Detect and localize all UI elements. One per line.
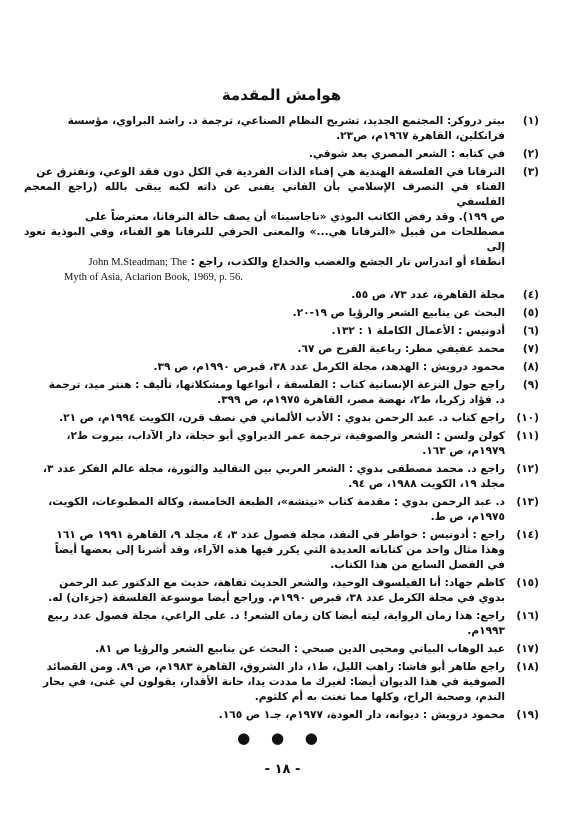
- endnote-number: (١١): [516, 430, 539, 442]
- endnote-line: د. عبد الرحمن بدوي : مقدمة كتاب «نيتشه»، الطبعة الخامسة، وكالة المطبوعات، الكويت،: [48, 496, 505, 508]
- endnote-number: (٨): [522, 361, 539, 373]
- endnote-line: محمود درويش : ديوانه، دار العودة، ١٩٧٧م، جـ١ ص ١٦٥.: [218, 709, 505, 721]
- endnote-line: الصوفية في هذا الديوان أيضا: لغيرك ما مددت يدا، حانة الأقدار، يقولون لي غنى، في بحار: [43, 676, 505, 688]
- endnote-line: النرفانا في الفلسفة الهندية هي إفناء الذات الفردية في الكل دون فقد الوعي، وتفترق عن: [36, 166, 505, 178]
- endnote-line: مجلد ١٩، الكويت ١٩٨٨، ص ٩٤.: [348, 478, 505, 490]
- endnote-line: كولن ولسن : الشعر والصوفية، ترجمة عمر الديراوي أبو حجلة، دار الآداب، بيروت ط٢،: [66, 430, 505, 442]
- endnote-line: راجع : أدونيس : خواطر في النقد، مجلة فصول عدد ٣، ٤، مجلد ٩، القاهرة ١٩٩١ ص ١٦١: [56, 529, 505, 541]
- endnote-text: [24, 324, 505, 339]
- endnote-line: د. فؤاد زكريا، ط٢، نهضة مصر، القاهرة ١٩٧٥م، ص ٣٩٩.: [217, 394, 505, 406]
- endnote-item: [24, 462, 539, 492]
- endnote-text: [24, 147, 505, 162]
- endnote-item: [24, 576, 539, 606]
- endnote-item: [24, 429, 539, 459]
- endnote-item: [24, 342, 539, 357]
- endnote-text: [24, 378, 505, 408]
- endnote-line: راجع طاهر أبو فاشا: راهب الليل، ط١، دار الشروق، القاهرة ١٩٨٣م، ص ٨٩. ومن القصائد: [46, 661, 505, 673]
- endnote-text: [24, 306, 505, 321]
- endnote-line: محمد عفيفي مطر: رباعية الفرح ص ٦٧.: [297, 343, 505, 355]
- endnote-item: [24, 642, 539, 657]
- endnote-line: ١٩٧٥م، ص ط.: [430, 511, 505, 523]
- endnote-number: (١): [522, 115, 539, 127]
- endnote-text: [24, 576, 505, 606]
- endnote-text: [24, 528, 505, 573]
- endnote-line: فرانكلين، القاهرة ١٩٦٧م، ص٢٣.: [336, 130, 505, 142]
- endnote-number: (٧): [522, 343, 539, 355]
- endnote-number: (٩): [522, 379, 539, 391]
- endnote-number: (٦): [522, 325, 539, 337]
- endnote-number: (١٢): [516, 463, 539, 475]
- endnote-text: [24, 609, 505, 639]
- endnote-text: [24, 708, 505, 723]
- endnote-number: (١٣): [516, 496, 539, 508]
- endnote-item: [24, 609, 539, 639]
- endnote-item: [24, 306, 539, 321]
- endnote-text: [24, 288, 505, 303]
- endnote-line: بيتر دروكر: المجتمع الجديد، تشريح النظام الصناعي، ترجمة د. راشد البراوي، مؤسسة: [67, 115, 505, 127]
- endnote-number: (١٧): [516, 643, 539, 655]
- endnote-text: [24, 429, 505, 459]
- endnote-line: في الفصل السابع من هذا الكتاب.: [330, 559, 505, 571]
- endnote-item: [24, 324, 539, 339]
- endnote-line: ١٩٧٩م، ص ١٦٣.: [422, 445, 505, 457]
- endnote-item: [24, 147, 539, 162]
- endnote-number: (١٩): [516, 709, 539, 721]
- endnote-item: [24, 165, 539, 285]
- endnote-number: (١٤): [516, 529, 539, 541]
- endnote-line: بدوي في مجلة الكرمل عدد ٣٨، قبرص ١٩٩٠م. وراجع أيضا موسوعة الفلسفة (جزءان) له.: [48, 592, 505, 604]
- endnote-line: عبد الوهاب البياتي ومحيى الدين صبحي : البحث عن ينابيع الشعر والرؤيا ص ٨١.: [95, 643, 505, 655]
- section-separator: ● ● ●: [237, 729, 326, 747]
- endnote-line: في كتابه : الشعر المصري بعد شوقي.: [308, 148, 505, 160]
- endnote-line: راجع: هذا زمان الرواية، ليته أيضا كان زمان الشعر! د. على الراعي، مجلة فصول عدد ربيع: [47, 610, 505, 622]
- endnote-line: مجلة القاهرة، عدد ٧٣، ص ٥٥.: [351, 289, 505, 301]
- endnote-line: محمود درويش : الهدهد، مجلة الكرمل عدد ٣٨، قبرص ١٩٩٠م، ص ٣٩.: [153, 361, 505, 373]
- endnote-item: [24, 114, 539, 144]
- endnote-text: [24, 360, 505, 375]
- endnote-number: (١٥): [516, 577, 539, 589]
- endnote-item: [24, 708, 539, 723]
- endnote-text: [24, 411, 505, 426]
- page-number: - ١٨ -: [264, 762, 301, 777]
- endnote-item: [24, 411, 539, 426]
- endnote-line: كاظم جهاد: أنا الفيلسوف الوحيد، والشعر الحديث تفاهة، حديث مع الدكتور عبد الرحمن: [59, 577, 505, 589]
- endnote-item: [24, 378, 539, 408]
- endnote-line: الفناء في التصرف الإسلامي بأن الفاني يفنى عن ذاته لكنه يبقى بالله (راجع المعجم الفلسفي: [24, 181, 505, 208]
- endnote-line: وهذا مثال واحد من كتاباته العديدة التي يكرر فيها هذه الآراء، وقد أشرنا إلى بعضها أيضاً: [54, 544, 505, 556]
- endnote-text: [24, 342, 505, 357]
- endnote-text: [24, 165, 505, 285]
- endnote-english-ref: John M.Steadman; The: [88, 257, 187, 268]
- endnote-line: ص ١٩٩). وقد رفض الكاتب البوذي «ناجاسينا» أن يصف حالة النرفانا، معترضاً على: [85, 211, 505, 223]
- endnote-number: (١٨): [516, 661, 539, 673]
- endnote-text: [24, 642, 505, 657]
- endnote-line-arabic: انطفاء أو اندراس نار الجشع والغضب والخداع والكذب، راجع :: [190, 256, 505, 268]
- endnote-line: البحث عن ينابيع الشعر والرؤيا ص ١٩-٢٠.: [292, 307, 505, 319]
- endnote-number: (١٠): [516, 412, 539, 424]
- endnotes-list: [24, 114, 539, 723]
- page-title: هوامش المقدمة: [221, 86, 342, 104]
- endnote-line: راجع حول النزعة الإنسانية كتاب : الفلسفة ، أنواعها ومشكلاتها، تأليف : هنتر ميد، ترجمة: [48, 379, 505, 391]
- endnote-item: [24, 288, 539, 303]
- endnote-line: [24, 255, 505, 270]
- endnote-text: [24, 495, 505, 525]
- endnote-line: مصطلحات من قبيل «النرفانا هي...» والمعنى الحرفي للنرفانا هو الفناء، وفي البوذية تعود إلى: [24, 226, 505, 253]
- endnote-number: (١٦): [516, 610, 539, 622]
- endnote-number: (٤): [522, 289, 539, 301]
- endnote-item: [24, 495, 539, 525]
- endnote-number: (٢): [522, 148, 539, 160]
- endnote-line: ١٩٩٣م.: [467, 625, 505, 637]
- endnote-item: [24, 360, 539, 375]
- endnote-text: [24, 660, 505, 705]
- endnote-item: [24, 660, 539, 705]
- endnote-text: [24, 114, 505, 144]
- endnote-line: راجع كتاب د. عبد الرحمن بدوي : الأدب الألماني في نصف قرن، الكويت ١٩٩٤م، ص ٢١.: [59, 412, 505, 424]
- endnote-english-ref-continued: Myth of Asia, Aclarion Book, 1969, p. 56.: [64, 272, 243, 283]
- endnote-item: [24, 528, 539, 573]
- endnote-line: أدونيس : الأعمال الكاملة ١ : ١٣٢.: [331, 325, 505, 337]
- endnote-line: الندم، وصحبة الراح، وكلها مما تغنت به أم كلثوم.: [254, 691, 505, 703]
- endnote-number: (٥): [522, 307, 539, 319]
- endnote-line: راجع د. محمد مصطفى بدوي : الشعر العربي بين التقاليد والثورة، مجلة عالم الفكر عدد ٣،: [43, 463, 505, 475]
- endnote-text: [24, 462, 505, 492]
- endnote-number: (٣): [522, 166, 539, 178]
